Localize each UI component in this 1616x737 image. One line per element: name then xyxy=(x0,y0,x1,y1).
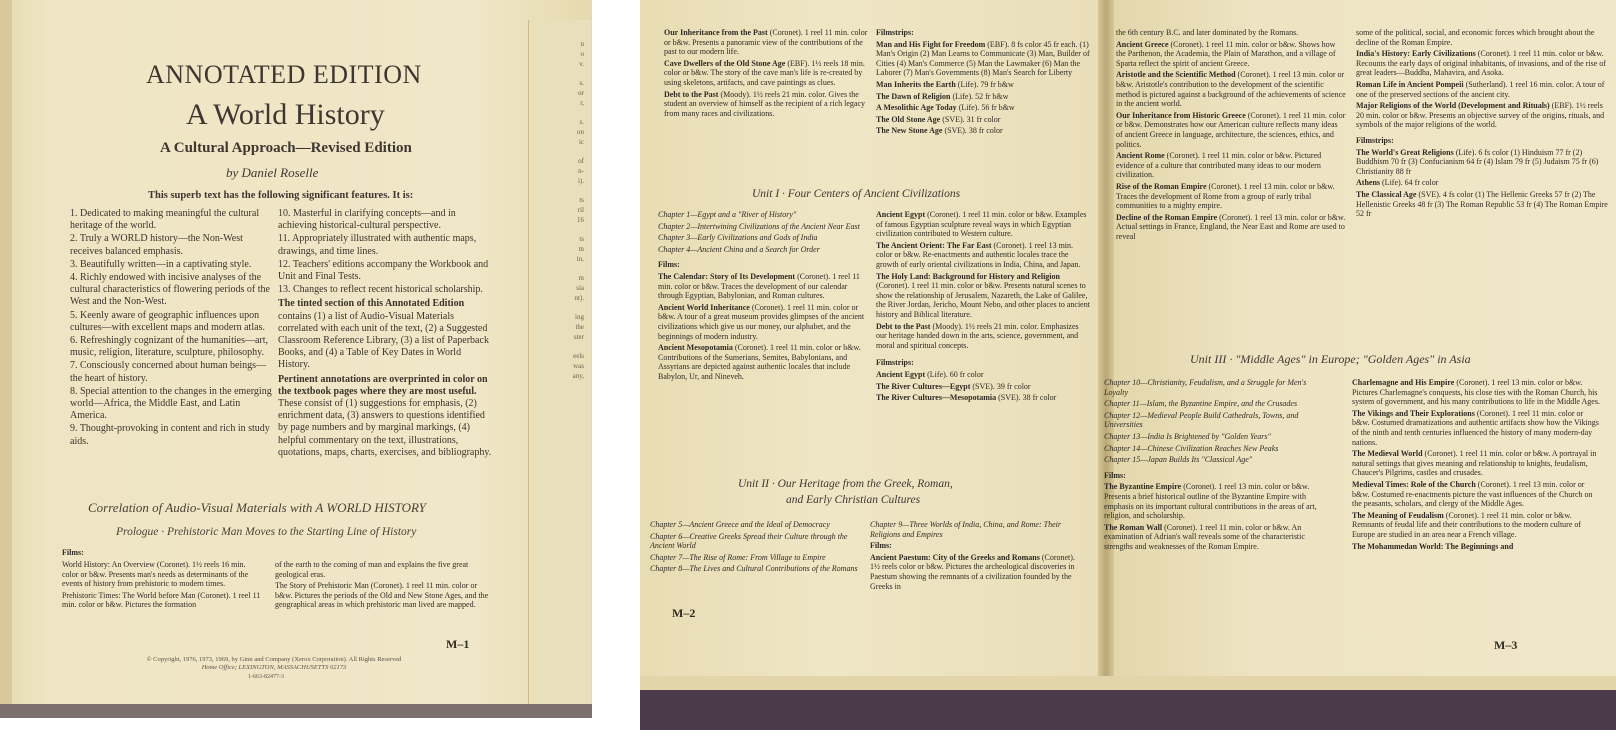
film-entry-title: Medieval Times: Role of the Church xyxy=(1352,479,1476,489)
filmstrip-entry xyxy=(1356,178,1608,188)
feature-item: 5. Keenly aware of geographic influences upon cultures—with excellent maps and modern atlas. xyxy=(70,309,265,333)
filmstrip-entry-description: (Life). 60 fr color xyxy=(927,369,984,379)
filmstrip-entry-title: The River Cultures—Egypt xyxy=(876,381,971,391)
filmstrip-entry xyxy=(876,115,1091,125)
film-title: Ancient Paestum: City of the Greeks and Romans xyxy=(870,552,1040,562)
prologue-heading: Prologue · Prehistoric Man Moves to the Starting Line of History xyxy=(116,526,417,538)
m3-filmstrips xyxy=(1356,148,1608,219)
m3-top-right-column xyxy=(1356,28,1608,221)
film-entry-description: (EBF). 1½ reels 20 min. color or b&w. Presents an objective survey of the origins, rituals, and symbols of the major religions of the world. xyxy=(1356,101,1605,130)
filmstrip-entry-description: (Life). 56 fr b&w xyxy=(958,103,1015,113)
unit2-heading-line1: Unit II · Our Heritage from the Greek, Roman, xyxy=(738,478,953,490)
film-entry xyxy=(1104,523,1332,552)
unit1-right-column xyxy=(876,210,1091,405)
chapter-title: Chapter 6—Creative Greeks Spread their Culture through the Ancient World xyxy=(650,531,848,551)
feature-item: 9. Thought-provoking in content and rich in study aids. xyxy=(70,423,270,447)
film-entry xyxy=(1116,28,1346,38)
films-label: Films: xyxy=(658,260,680,270)
film-entry-title: Major Religions of the World (Development and Rituals) xyxy=(1356,101,1550,111)
filmstrip-entry-title: The New Stone Age xyxy=(876,126,943,136)
margin-fragment: in. xyxy=(576,255,584,263)
unit1-filmstrips xyxy=(876,370,1091,403)
margin-fragment: s. xyxy=(579,118,584,126)
film-entry xyxy=(1356,80,1608,99)
book-title: A World History xyxy=(186,98,385,131)
chapter-title: Chapter 15—Japan Builds Its "Classical Age" xyxy=(1104,455,1253,465)
film-entry xyxy=(1356,28,1608,47)
unit3-films-left xyxy=(1104,482,1332,551)
margin-fragment: ic xyxy=(578,138,584,146)
margin-fragment: o xyxy=(580,50,584,58)
filmstrip-entry-description: (Life). 79 fr b&w xyxy=(957,79,1014,89)
tinted-section-paragraph xyxy=(278,298,493,371)
filmstrip-entry-title: The Dawn of Religion xyxy=(876,91,951,101)
films-label: Films: xyxy=(870,541,892,551)
filmstrip-entry xyxy=(1356,190,1608,219)
film-entry-title: Ancient World Inheritance xyxy=(658,302,750,312)
filmstrips-label: Filmstrips: xyxy=(876,358,914,368)
film-entry-title: The Calendar: Story of Its Development xyxy=(658,271,796,281)
filmstrip-entry-description: (SVE). 4 fs color (1) The Hellenic Greeks 57 fr (2) The Hellenistic Greeks 48 fr (3) The Roman Republic 53 fr (4) The Roman Empire 52 fr xyxy=(1356,189,1608,219)
film-entry: World History: An Overview (Coronet). 1½ reels 16 min. color or b&w. Presents man's needs as determinants of the events of history from prehistoric to modern times. xyxy=(62,560,249,589)
margin-fragment: ster xyxy=(573,333,584,341)
feature-item: 1. Dedicated to making meaningful the cultural heritage of the world. xyxy=(70,208,260,232)
adjacent-page-margin-text xyxy=(534,40,584,391)
film-entry: of the earth to the coming of man and explains the five great geological eras. xyxy=(275,560,469,579)
unit1-chapters xyxy=(658,210,868,254)
margin-fragment: m xyxy=(578,274,584,282)
unit2-right-column xyxy=(870,520,1085,593)
film-entry xyxy=(1352,378,1602,407)
unit3-films-right xyxy=(1352,378,1602,553)
film-entry-description: (Coronet). 1 reel 11 min. color or b&w. Presents natural scenes to show the relationship of Jerusalem, Nazareth, the Lake of Galilee, the River Jordan, Jericho, Mount Nebo, and other places to ancient history and Biblical literature. xyxy=(876,281,1090,319)
film-entry-description: (EBF). 1½ reels 18 min. color or b&w. The story of the cave man's life is re-created by using skeletons, artifacts, and cave paintings as clues. xyxy=(664,58,865,87)
page-number: M–1 xyxy=(446,637,470,651)
film-entry-description: (Coronet). 1 reel 11 min. color or b&w. Traces the development of our calendar through Egyptian, Babylonian, and Roman cultures. xyxy=(658,271,860,301)
filmstrip-entry-title: Man and His Fight for Freedom xyxy=(876,39,986,49)
film-entry xyxy=(876,210,1091,239)
film-entry-title: Ancient Mesopotamia xyxy=(658,343,733,353)
film-entry xyxy=(664,90,869,119)
film-entry xyxy=(664,28,869,57)
filmstrip-entry xyxy=(876,126,1091,136)
film-entry xyxy=(1352,511,1602,540)
page-number: M–2 xyxy=(672,606,696,620)
film-entry xyxy=(1116,182,1346,211)
film-entry-description: some of the political, social, and economic forces which brought about the decline of the Roman Empire. xyxy=(1356,28,1595,47)
unit1-films-left xyxy=(658,272,868,382)
margin-fragment: was xyxy=(573,362,584,370)
unit3-left-column xyxy=(1104,378,1332,554)
film-entry-title: Our Inheritance from Historic Greece xyxy=(1116,110,1246,120)
margin-fragment: any, xyxy=(572,372,584,380)
film-entry-title: The Mohammedan World: The Beginnings and xyxy=(1352,541,1514,551)
film-entry-description: (Coronet). 1 reel 11 min. color or b&w. Contributions of the Sumerians, Semites, Babylonians, and Assyrians are depicted against authentic locales that include Babylon, Ur, and Nineveh. xyxy=(658,343,861,381)
filmstrip-entry xyxy=(876,370,1091,380)
m3-top-films xyxy=(1356,28,1608,130)
unit3-chapters xyxy=(1104,378,1332,465)
film-entry xyxy=(876,322,1091,351)
copyright-line: © Copyright, 1976, 1973, 1969, by Ginn and Company (Xerox Corporation). All Rights Reserved xyxy=(146,656,402,663)
film-entry-description: (Coronet). 1 reel 11 min. color or b&w. A tour of a great museum provides glimpses of the ancient civilizations which give us our money, our alphabet, and the beginnings of modern industry. xyxy=(658,302,865,341)
film-entry xyxy=(870,553,1085,591)
features-list-right xyxy=(278,208,493,459)
author-line: by Daniel Roselle xyxy=(226,165,319,180)
filmstrip-entry-title: The Classical Age xyxy=(1356,189,1417,199)
film-entry xyxy=(1352,449,1602,478)
margin-fragment: of xyxy=(578,157,584,165)
filmstrip-entry-title: Man Inherits the Earth xyxy=(876,79,956,89)
isbn-code: 1-663-82477-3 xyxy=(248,674,284,680)
margin-fragment: i). xyxy=(577,177,584,185)
film-entry xyxy=(876,241,1091,270)
film-entry-title: Ancient Greece xyxy=(1116,39,1169,49)
film-entry-title: Debt to the Past xyxy=(876,321,931,331)
margin-fragment: ts xyxy=(579,235,584,243)
filmstrip-entry-title: A Mesolithic Age Today xyxy=(876,103,957,113)
film-entry-title: Ancient Egypt xyxy=(876,210,926,219)
film-entry xyxy=(1116,151,1346,180)
film-entry xyxy=(1104,482,1332,520)
features-intro: This superb text has the following significant features. It is: xyxy=(148,190,414,201)
margin-fragment: m xyxy=(578,245,584,253)
films-label: Films: xyxy=(62,548,84,557)
filmstrip-entry xyxy=(876,92,1091,102)
film-entry-title: Rise of the Roman Empire xyxy=(1116,181,1207,191)
margin-fragment: r, xyxy=(580,99,584,107)
filmstrip-entry xyxy=(876,40,1091,78)
filmstrips-label: Filmstrips: xyxy=(1356,135,1394,145)
page-number: M–3 xyxy=(1494,638,1518,652)
margin-fragment: s. xyxy=(579,79,584,87)
annotations-paragraph xyxy=(278,374,493,459)
film-entry-title: Our Inheritance from the Past xyxy=(664,28,768,37)
copyright-notice xyxy=(104,656,444,672)
film-entry-description: (Coronet). 1 reel 11 min. color or b&w. A portrayal in natural settings that gives meaning and relationship to knights, feudalism, Chaucer's Pilgrims, castles and crusades. xyxy=(1352,449,1597,478)
feature-item: 12. Teachers' editions accompany the Workbook and Unit and Final Tests. xyxy=(278,258,489,283)
filmstrip-entry-description: (EBF). 8 fs color 45 fr each. (1) Man's Origin (2) Man Learns to Communicate (3) Man, Builder of Cities (4) Man's Commerce (5) Man the Lawmaker (6) Man the Laborer (7) Man's Governments (8) Man's Search for Liberty xyxy=(876,39,1090,78)
chapter-title: Chapter 9—Three Worlds of India, China, and Rome: Their Religions and Empires xyxy=(870,520,1061,539)
film-entry-description: (Coronet). 1 reel 13 min. color or b&w. Traces the development of Rome from a group of early tribal communities to a mighty empire. xyxy=(1116,181,1335,211)
filmstrip-entry-description: (Life). 52 fr b&w xyxy=(952,91,1009,101)
film-entry xyxy=(664,59,869,88)
film-entry-description: (Coronet). 1 reel 11 min. color or b&w. Costumed dramatizations and authentic artifacts show how the Vikings of the ninth and tenth centuries influenced the history of many modern-day nations. xyxy=(1352,408,1599,447)
feature-item: 2. Truly a WORLD history—the Non-West receives balanced emphasis. xyxy=(70,233,243,257)
filmstrip-entry-description: (SVE). 39 fr color xyxy=(972,381,1031,391)
chapter-title: Chapter 14—Chinese Civilization Reaches New Peaks xyxy=(1104,443,1279,453)
annotations-lead: Pertinent annotations are overprinted in color on the textbook pages where they are most useful. xyxy=(278,373,488,397)
chapter-title: Chapter 10—Christianity, Feudalism, and a Struggle for Men's Loyalty xyxy=(1104,378,1307,397)
unit1-heading: Unit I · Four Centers of Ancient Civilizations xyxy=(752,188,961,200)
film-entry xyxy=(1116,40,1346,69)
film-entry-title: Decline of the Roman Empire xyxy=(1116,212,1218,222)
filmstrip-entry-title: The River Cultures—Mesopotamia xyxy=(876,393,997,403)
film-entry xyxy=(876,272,1091,320)
chapter-title: Chapter 4—Ancient China and a Search for Order xyxy=(658,244,820,254)
publisher-address: Home Office; LEXINGTON, MASSACHUSETTS 02173 xyxy=(201,664,347,671)
film-entry xyxy=(658,272,868,301)
film-entry-description: (Coronet). 1 reel 11 min. color or b&w. Demonstrates how our American culture reflects many ideas of ancient Greece in language, architecture, the sciences, ethics, and politics. xyxy=(1116,110,1346,149)
filmstrip-entry xyxy=(876,103,1091,113)
film-entry-title: The Byzantine Empire xyxy=(1104,482,1182,492)
film-entry-title: The Medieval World xyxy=(1352,449,1423,459)
prologue-films-right xyxy=(275,560,490,612)
margin-fragment: nt). xyxy=(574,294,584,302)
chapter-title: Chapter 13—India Is Brightened by "Golden Years" xyxy=(1104,431,1271,441)
film-entry xyxy=(1352,409,1602,447)
film-entry-description: (Coronet). 1 reel 13 min. color or b&w. Actual settings in France, England, the Near East and Rome are used to reveal xyxy=(1116,212,1346,241)
film-entry-title: The Holy Land: Background for History and Religion xyxy=(876,271,1060,281)
feature-item: 7. Consciously concerned about human beings—the heart of history. xyxy=(70,360,267,384)
filmstrip-entry xyxy=(1356,148,1608,177)
feature-item: 6. Refreshingly cognizant of the humanities—art, music, religion, literature, sculpture, philosophy. xyxy=(70,335,269,359)
film-entry xyxy=(658,303,868,341)
film-entry-description: (Coronet). 1 reel 11 min. color or b&w. Shows how the Parthenon, the Academia, the Plain of Marathon, and a village of Sparta reflect the spirit of ancient Greece. xyxy=(1116,39,1336,68)
feature-item: 4. Richly endowed with incisive analyses of the cultural characteristics of flowering periods of the West and the Non-West. xyxy=(70,272,270,308)
film-entry-description: (Coronet). 1 reel 13 min. color or b&w. Costumed re-enactments picture the vast influences of the Church on the peasants, scholars, and clergy of the Middle Ages. xyxy=(1352,479,1593,509)
chapter-title: Chapter 3—Early Civilizations and Gods of India xyxy=(658,233,818,243)
edition-title: ANNOTATED EDITION xyxy=(146,60,422,89)
film-entry-description: (Sutherland). 1 reel 16 min. color. A tour of one of the preserved sections of the ancient city. xyxy=(1356,79,1605,99)
film-entry xyxy=(1356,101,1608,130)
unit2-heading-line2: and Early Christian Cultures xyxy=(786,494,921,506)
margin-fragment: ts xyxy=(579,196,584,204)
margin-fragment: ril xyxy=(577,206,584,214)
margin-fragment: sia xyxy=(576,284,584,292)
chapter-title: Chapter 1—Egypt and a "River of History" xyxy=(658,210,797,219)
margin-fragment: eels xyxy=(573,352,584,360)
film-entry xyxy=(1352,480,1602,509)
unit1-left-column xyxy=(658,210,868,384)
film-entry xyxy=(1356,49,1608,78)
unit3-heading: Unit III · "Middle Ages" in Europe; "Golden Ages" in Asia xyxy=(1190,352,1471,366)
film-entry-title: The Ancient Orient: The Far East xyxy=(876,240,992,250)
film-entry-description: (Coronet). 1 reel 13 min. color or b&w. Aristotle's contribution to the development of the scientific method is pictured against a background of the achievements of science in the ancient world. xyxy=(1116,70,1346,109)
page-bottom-edge xyxy=(640,676,1616,690)
filmstrip-entry-description: (SVE). 31 fr color xyxy=(942,114,1001,124)
margin-fragment: ing xyxy=(575,313,584,321)
book-binding-bottom xyxy=(0,704,592,718)
m3-top-left-column xyxy=(1116,28,1346,243)
correlation-heading: Correlation of Audio-Visual Materials with A WORLD HISTORY xyxy=(88,500,426,515)
film-entry: Prehistoric Times: The World before Man (Coronet). 1 reel 11 min. color or b&w. Pictures the formation xyxy=(62,590,261,610)
film-entry-title: Debt to the Past xyxy=(664,89,719,99)
margin-fragment: or xyxy=(578,89,584,97)
filmstrip-entry xyxy=(876,80,1091,90)
film-entry-title: Charlemagne and His Empire xyxy=(1352,378,1455,387)
filmstrip-entry-description: (Life). 6 fs color (1) Hinduism 77 fr (2) Buddhism 70 fr (3) Confucianism 64 fr (4) Islam 79 fr (5) Judaism 75 fr (6) Christianity 88 fr xyxy=(1356,147,1599,176)
films-label: Films: xyxy=(1104,470,1126,480)
film-entry-description: (Coronet). 1 reel 13 min. color or b&w. Pictures Charlemagne's conquests, his close ties with the Roman Church, his system of government, and his many contributions to life in the Middle Ages. xyxy=(1352,378,1600,407)
features-list-left xyxy=(70,208,275,449)
m2-top-filmstrips-right xyxy=(876,28,1091,138)
film-entry-description: (Coronet). 1 reel 11 min. color or b&w. Remnants of feudal life and their contributions to the modern culture of Europe are studied in an area near a French village. xyxy=(1352,510,1582,539)
film-entry-title: India's History: Early Civilizations xyxy=(1356,49,1476,59)
film-entry-title: Roman Life in Ancient Pompeii xyxy=(1356,79,1464,89)
tinted-section-lead: The tinted section of this Annotated Edition xyxy=(278,298,465,310)
margin-fragment: on xyxy=(577,128,584,136)
film-entry-description: the 6th century B.C. and later dominated by the Romans. xyxy=(1116,28,1299,37)
film-entry-title: Ancient Rome xyxy=(1116,151,1165,161)
filmstrip-entry xyxy=(876,393,1091,403)
feature-item: 3. Beautifully written—in a captivating style. xyxy=(70,258,252,270)
film-entry-description: (Coronet). 1 reel 13 min. color or b&w. Re-enactments and authentic locales trace the growth of early oriental civilizations in India, China, and Japan. xyxy=(876,240,1081,269)
tinted-section-text: contains (1) a list of Audio-Visual Materials correlated with each unit of the text, (2) a Suggested Classroom Reference Library, (3) a list of Paperback Books, and (4) a Table of Key Dates in World History. xyxy=(278,310,489,371)
filmstrip-entry-title: Athens xyxy=(1356,178,1381,188)
margin-fragment: v. xyxy=(579,60,584,68)
filmstrip-entry-description: (Life). 64 fr color xyxy=(1382,178,1439,188)
feature-item: 11. Appropriately illustrated with authentic maps, drawings, and time lines. xyxy=(278,233,477,257)
film-entry-title: The Meaning of Feudalism xyxy=(1352,510,1444,520)
film-entry xyxy=(1352,542,1602,552)
book-cover-edge xyxy=(640,690,1616,730)
feature-item: 8. Special attention to the changes in the emerging world—Africa, the Middle East, and Latin America. xyxy=(70,385,272,422)
film-entry-description: (Coronet). 1 reel 11 min. color or b&w. Recounts the early days of original inhabitants, of invasions, and of the rise of great leaders—Buddha, Mahavira, and Asoka. xyxy=(1356,49,1606,78)
book-gutter xyxy=(1098,0,1114,690)
film-entry-description: (Coronet). 1 reel 11 min. color or b&w. Presents a panoramic view of the contributions of the past to our modern life. xyxy=(664,28,868,57)
film-entry-description: (Coronet). 1 reel 11 min. color or b&w. An examination of Adrian's wall reveals some of the characteristic strengths and weaknesses of the Roman Empire. xyxy=(1104,522,1305,551)
margin-fragment: 16 xyxy=(577,216,584,224)
film-entry-description: (Moody). 1½ reels 21 min. color. Gives the student an overview of himself as the recipient of a rich legacy from many races and civilizations. xyxy=(664,89,866,118)
film-entry xyxy=(658,343,868,381)
filmstrip-entry-title: The Old Stone Age xyxy=(876,114,941,124)
filmstrip-entry-title: Ancient Egypt xyxy=(876,369,926,379)
margin-fragment: n xyxy=(580,40,584,48)
film-entry xyxy=(1116,111,1346,149)
film-entry-title: The Roman Wall xyxy=(1104,522,1163,532)
film-entry-title: Cave Dwellers of the Old Stone Age xyxy=(664,58,786,68)
filmstrips-label: Filmstrips: xyxy=(876,28,914,37)
film-description: (Coronet). 1½ reels color or b&w. Pictures the archeological discoveries in Paestum showing the remnants of a civilization founded by the Greeks in xyxy=(870,552,1075,591)
chapter-title: Chapter 12—Medieval People Build Cathedrals, Towns, and Universities xyxy=(1104,410,1299,430)
book-subtitle: A Cultural Approach—Revised Edition xyxy=(160,140,412,156)
features-list-right-items xyxy=(278,208,493,296)
filmstrip-entry-description: (SVE). 38 fr color xyxy=(944,126,1003,136)
unit2-chapters-left xyxy=(650,520,865,576)
prologue-films-left xyxy=(62,560,262,612)
film-entry-description: (Moody). 1½ reels 21 min. color. Emphasizes our heritage handed down in the arts, science, government, and moral and spiritual concepts. xyxy=(876,321,1079,350)
film-entry xyxy=(1116,70,1346,108)
filmstrip-entry-title: The World's Great Religions xyxy=(1356,147,1454,157)
film-entry-description: (Coronet). 1 reel 11 min. color or b&w. Pictured evidence of a culture that contributed many ideas to our modern civilization. xyxy=(1116,151,1322,180)
film-entry-description: (Coronet). 1 reel 13 min. color or b&w. Presents a brief historical outline of the Byzantine Empire with emphasis on its important cultural contributions in the areas of art, religion, and scholarship. xyxy=(1104,482,1317,521)
film-entry-title: The Vikings and Their Explorations xyxy=(1352,408,1475,418)
film-entry-title: Aristotle and the Scientific Method xyxy=(1116,70,1236,80)
feature-item: 10. Masterful in clarifying concepts—and in achieving historical-cultural perspective. xyxy=(278,208,456,232)
filmstrip-entry-description: (SVE). 38 fr color xyxy=(998,393,1057,403)
film-entry-description: (Coronet). 1 reel 11 min. color or b&w. Examples of famous Egyptian sculpture reveal ways in which Egyptian civilization contributed to Western culture. xyxy=(876,210,1087,239)
film-entry: The Story of Prehistoric Man (Coronet). 1 reel 11 min. color or b&w. Pictures the periods of the Old and New Stone Ages, and the geographical areas in which prehistoric man lived are mapped. xyxy=(275,581,489,610)
chapter-title: Chapter 5—Ancient Greece and the Ideal of Democracy xyxy=(650,520,830,529)
annotations-text: These consist of (1) suggestions for emphasis, (2) enrichment data, (3) answers to questions identified by page numbers and by marginal markings, (4) helpful commentary on the text, illustrations, quotations, maps, charts, exercises, and bibliography. xyxy=(278,398,492,458)
chapter-title: Chapter 8—The Lives and Cultural Contributions of the Romans xyxy=(650,564,858,574)
margin-fragment: n- xyxy=(578,167,584,175)
unit1-films-right xyxy=(876,210,1091,350)
feature-item: 13. Changes to reflect recent historical scholarship. xyxy=(278,284,483,296)
m2-top-films-left xyxy=(664,28,869,120)
chapter-title: Chapter 2—Intertwining Civilizations of the Ancient Near East xyxy=(658,221,860,231)
film-entry xyxy=(1116,213,1346,242)
chapter-title: Chapter 7—The Rise of Rome: From Village to Empire xyxy=(650,552,826,562)
margin-fragment: the xyxy=(575,323,584,331)
filmstrip-entry xyxy=(876,382,1091,392)
chapter-title: Chapter 11—Islam, the Byzantine Empire, and the Crusades xyxy=(1104,399,1298,409)
